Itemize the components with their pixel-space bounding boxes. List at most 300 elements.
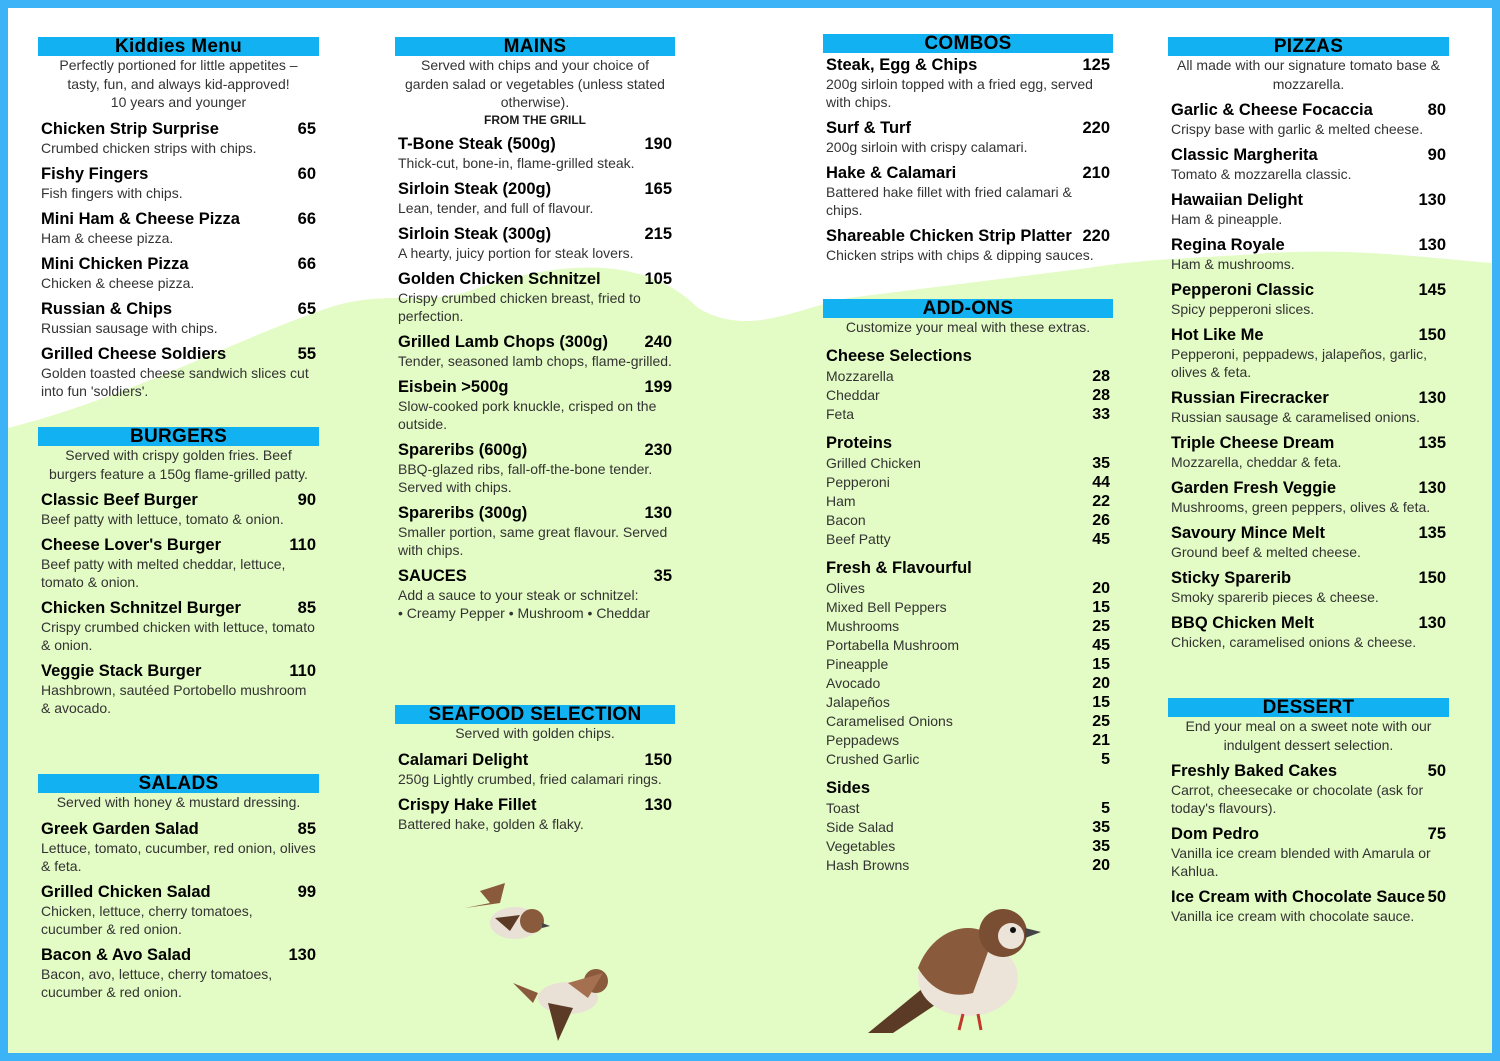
item-description: Lettuce, tomato, cucumber, red onion, olives & feta. — [41, 839, 316, 874]
item-description: Bacon, avo, lettuce, cherry tomatoes, cucumber & red onion. — [41, 965, 273, 1000]
addon-price: 35 — [1092, 837, 1110, 855]
menu-item-row — [398, 224, 672, 244]
addon-price: 28 — [1092, 386, 1110, 404]
menu-item-row — [398, 332, 672, 352]
item-description: Chicken, caramelised onions & cheese. — [1171, 634, 1417, 650]
item-name: Shareable Chicken Strip Platter — [826, 227, 1072, 245]
addon-name: Mozzarella — [826, 367, 894, 384]
menu-item-row — [826, 55, 1110, 75]
item-price: 130 — [1418, 389, 1446, 407]
item-description: Ham & cheese pizza. — [41, 229, 174, 246]
item-name: Dom Pedro — [1171, 825, 1260, 843]
item-price: 135 — [1418, 524, 1446, 542]
item-price: 130 — [288, 945, 316, 964]
item-price: 110 — [289, 662, 316, 680]
menu-item — [38, 490, 319, 528]
addon-name: Beef Patty — [826, 530, 891, 547]
addon-name: Pepperoni — [826, 473, 890, 490]
item-name: Russian & Chips — [41, 299, 173, 318]
item-price: 55 — [297, 344, 316, 363]
menu-item — [38, 535, 319, 591]
menu-item-row — [398, 795, 672, 815]
addon-name: Cheddar — [826, 386, 880, 403]
item-description: Beef patty with melted cheddar, lettuce, tomato & onion. — [41, 556, 286, 590]
addon-group-title: Proteins — [826, 433, 893, 452]
addon-item — [823, 454, 1113, 473]
item-price: 65 — [297, 299, 316, 318]
pizzas-section — [1168, 37, 1449, 651]
item-price: 50 — [1427, 888, 1446, 906]
item-name: T-Bone Steak (500g) — [398, 134, 556, 153]
item-description: Thick-cut, bone-in, flame-grilled steak. — [398, 154, 635, 171]
menu-item — [38, 209, 319, 247]
item-description: BBQ-glazed ribs, fall-off-the-bone tender. Served with chips. — [398, 460, 653, 495]
section-intro: Served with chips and your choice of garden salad or vegetables (unless stated otherwise). — [405, 57, 665, 110]
menu-item-row — [398, 134, 672, 154]
addon-item — [823, 837, 1113, 856]
section-intro: All made with our signature tomato base & mozzarella. — [1176, 57, 1441, 92]
item-description: Ham & mushrooms. — [1171, 256, 1295, 272]
item-name: Golden Chicken Schnitzel — [398, 269, 601, 288]
menu-item-row — [826, 163, 1110, 183]
addon-name: Vegetables — [826, 837, 896, 854]
item-description: Mozzarella, cheddar & feta. — [1171, 454, 1342, 470]
addon-group-title: Cheese Selections — [826, 346, 972, 365]
section-intro: Perfectly portioned for little appetites – tasty, fun, and always kid-approved! 10 years and younger — [59, 57, 298, 110]
menu-item-row — [1171, 280, 1446, 300]
addon-item — [823, 750, 1113, 769]
addon-price: 20 — [1092, 579, 1110, 597]
addon-price: 15 — [1092, 655, 1110, 673]
addon-name: Toast — [826, 799, 860, 816]
item-description: Crispy crumbed chicken breast, fried to perfection. — [398, 289, 641, 324]
menu-item-row — [1171, 478, 1446, 498]
menu-item — [38, 819, 319, 875]
item-price: 220 — [1082, 119, 1110, 137]
menu-item — [823, 55, 1113, 111]
menu-item — [1168, 325, 1449, 381]
menu-item — [395, 134, 675, 172]
addon-price: 20 — [1092, 674, 1110, 692]
item-name: Garlic & Cheese Focaccia — [1171, 101, 1373, 119]
item-description: Russian sausage & caramelised onions. — [1171, 409, 1421, 425]
menu-item-row — [826, 226, 1110, 246]
addon-name: Crushed Garlic — [826, 750, 920, 767]
menu-item — [823, 118, 1113, 156]
addon-price: 15 — [1092, 598, 1110, 616]
addon-price: 44 — [1092, 473, 1110, 491]
menu-item — [395, 332, 675, 370]
item-description: Ham & pineapple. — [1171, 211, 1283, 227]
menu-item — [1168, 280, 1449, 318]
menu-item — [38, 882, 319, 938]
item-name: Hawaiian Delight — [1171, 191, 1304, 209]
item-price: 150 — [1418, 326, 1446, 344]
addon-group-title: Sides — [826, 778, 871, 797]
item-description: Ground beef & melted cheese. — [1171, 544, 1361, 560]
menu-item-row — [1171, 325, 1446, 345]
item-name: Mini Chicken Pizza — [41, 254, 189, 273]
menu-item-row — [398, 377, 672, 397]
menu-page — [8, 8, 1492, 1053]
item-name: BBQ Chicken Melt — [1171, 614, 1315, 632]
addon-name: Mushrooms — [826, 617, 900, 634]
menu-item-row — [1171, 190, 1446, 210]
item-name: Russian Firecracker — [1171, 389, 1329, 407]
menu-item — [1168, 613, 1449, 651]
salads-section — [38, 774, 319, 1001]
item-description: Carrot, cheesecake or chocolate (ask for today's flavours). — [1171, 782, 1424, 816]
item-description: Russian sausage with chips. — [41, 319, 218, 336]
item-description: Smoky sparerib pieces & cheese. — [1171, 589, 1379, 605]
item-name: Sticky Sparerib — [1171, 569, 1292, 587]
section-header: ADD-ONS — [823, 299, 1113, 318]
item-price: 65 — [297, 119, 316, 138]
item-name: Ice Cream with Chocolate Sauce — [1171, 888, 1426, 906]
menu-item-row — [398, 269, 672, 289]
menu-item — [395, 566, 675, 622]
section-header: SALADS — [38, 774, 319, 793]
item-price: 150 — [1418, 569, 1446, 587]
addon-name: Peppadews — [826, 731, 900, 748]
menu-item-row — [41, 119, 316, 139]
addon-name: Avocado — [826, 674, 881, 691]
item-price: 145 — [1418, 281, 1446, 299]
burgers-section — [38, 427, 319, 717]
menu-item — [1168, 824, 1449, 880]
menu-item-row — [41, 535, 316, 555]
item-name: Regina Royale — [1171, 236, 1285, 254]
item-description: Beef patty with lettuce, tomato & onion. — [41, 511, 284, 527]
item-name: Triple Cheese Dream — [1171, 434, 1335, 452]
item-description: 200g sirloin topped with a fried egg, served with chips. — [826, 76, 1093, 110]
item-price: 60 — [297, 164, 316, 183]
addon-item — [823, 617, 1113, 636]
menu-item-row — [1171, 145, 1446, 165]
item-description: Add a sauce to your steak or schnitzel: • Creamy Pepper • Mushroom • Cheddar — [398, 586, 651, 621]
section-header: Kiddies Menu — [38, 37, 319, 56]
addon-price: 45 — [1092, 636, 1110, 654]
addon-price: 35 — [1092, 454, 1110, 472]
item-price: 90 — [1427, 146, 1446, 164]
item-price: 110 — [289, 536, 316, 554]
item-price: 220 — [1082, 227, 1110, 245]
addon-item — [823, 818, 1113, 837]
addon-item — [823, 405, 1113, 424]
menu-item-row — [1171, 100, 1446, 120]
addon-price: 33 — [1092, 405, 1110, 423]
item-description: Mushrooms, green peppers, olives & feta. — [1171, 499, 1431, 515]
menu-item-row — [398, 503, 672, 523]
menu-item-row — [398, 566, 672, 586]
menu-item — [38, 119, 319, 157]
item-description: Chicken & cheese pizza. — [41, 274, 195, 291]
menu-item-row — [41, 882, 316, 902]
item-name: Grilled Cheese Soldiers — [41, 344, 227, 363]
menu-item-row — [398, 440, 672, 460]
addon-name: Mixed Bell Peppers — [826, 598, 947, 615]
menu-item-row — [1171, 523, 1446, 543]
item-name: Pepperoni Classic — [1171, 281, 1315, 299]
addon-name: Grilled Chicken — [826, 454, 921, 471]
item-name: Mini Ham & Cheese Pizza — [41, 209, 240, 228]
section-header: MAINS — [395, 37, 675, 56]
menu-item-row — [826, 118, 1110, 138]
menu-item — [1168, 568, 1449, 606]
item-price: 130 — [644, 795, 672, 814]
addon-name: Ham — [826, 492, 856, 509]
item-price: 199 — [644, 377, 672, 396]
dessert-section — [1168, 698, 1449, 925]
item-name: Fishy Fingers — [41, 164, 149, 183]
section-header: COMBOS — [823, 34, 1113, 53]
mains-section — [395, 37, 675, 622]
addon-item — [823, 712, 1113, 731]
addon-price: 28 — [1092, 367, 1110, 385]
item-description: Tomato & mozzarella classic. — [1171, 166, 1352, 182]
item-description: Vanilla ice cream blended with Amarula or Kahlua. — [1171, 845, 1431, 879]
item-price: 230 — [644, 440, 672, 459]
sparrow-bird-icon — [460, 873, 550, 953]
item-price: 35 — [653, 566, 672, 585]
item-price: 99 — [297, 882, 316, 901]
item-name: Grilled Chicken Salad — [41, 882, 211, 901]
addon-item — [823, 367, 1113, 386]
menu-item-row — [398, 179, 672, 199]
item-name: Grilled Lamb Chops (300g) — [398, 332, 608, 351]
sparrow-bird-icon — [508, 953, 618, 1043]
section-intro: Served with golden chips. — [455, 725, 615, 741]
menu-item-row — [41, 819, 316, 839]
menu-item-row — [1171, 388, 1446, 408]
addon-price: 22 — [1092, 492, 1110, 510]
menu-item — [1168, 523, 1449, 561]
addon-item — [823, 856, 1113, 875]
addon-price: 5 — [1101, 799, 1110, 817]
item-price: 75 — [1427, 825, 1446, 843]
item-name: Garden Fresh Veggie — [1171, 479, 1337, 497]
item-price: 190 — [644, 134, 672, 153]
section-intro: Served with crispy golden fries. Beef burgers feature a 150g flame-grilled patty. — [49, 447, 308, 482]
menu-item-row — [41, 209, 316, 229]
item-price: 130 — [1418, 236, 1446, 254]
item-name: Spareribs (300g) — [398, 503, 528, 522]
item-description: Slow-cooked pork knuckle, crisped on the outside. — [398, 397, 657, 432]
menu-item — [1168, 145, 1449, 183]
item-price: 85 — [297, 819, 316, 838]
item-description: Chicken strips with chips & dipping sauces. — [826, 247, 1094, 263]
kiddies-menu-section — [38, 37, 319, 400]
addon-group-title: Fresh & Flavourful — [826, 558, 972, 577]
menu-item — [1168, 190, 1449, 228]
addons-section — [823, 299, 1113, 875]
item-name: Hake & Calamari — [826, 164, 957, 182]
item-description: Vanilla ice cream with chocolate sauce. — [1171, 908, 1415, 924]
item-price: 85 — [297, 599, 316, 617]
menu-item — [38, 945, 319, 1001]
sparrow-bird-icon — [863, 898, 1043, 1038]
menu-item-row — [41, 344, 316, 364]
addon-name: Bacon — [826, 511, 866, 528]
item-name: Surf & Turf — [826, 119, 911, 137]
menu-item — [38, 164, 319, 202]
addon-name: Pineapple — [826, 655, 889, 672]
item-name: Greek Garden Salad — [41, 819, 199, 838]
item-name: Cheese Lover's Burger — [41, 536, 221, 554]
addon-name: Jalapeños — [826, 693, 890, 710]
item-name: Sirloin Steak (200g) — [398, 179, 552, 198]
item-description: Crumbed chicken strips with chips. — [41, 139, 257, 156]
item-price: 150 — [644, 750, 672, 769]
menu-item-row — [1171, 887, 1446, 907]
item-name: SAUCES — [398, 566, 467, 585]
item-name: Crispy Hake Fillet — [398, 795, 537, 814]
item-name: Savoury Mince Melt — [1171, 524, 1326, 542]
item-price: 105 — [644, 269, 672, 288]
item-description: A hearty, juicy portion for steak lovers. — [398, 244, 634, 261]
menu-item-row — [1171, 824, 1446, 844]
menu-item — [1168, 388, 1449, 426]
menu-item — [395, 795, 675, 833]
item-description: Spicy pepperoni slices. — [1171, 301, 1315, 317]
addon-price: 15 — [1092, 693, 1110, 711]
menu-item — [395, 503, 675, 559]
item-description: Tender, seasoned lamb chops, flame-grilled. — [398, 352, 672, 369]
addon-item — [823, 731, 1113, 750]
item-description: Fish fingers with chips. — [41, 184, 183, 201]
menu-item-row — [41, 490, 316, 510]
section-header: DESSERT — [1168, 698, 1449, 717]
item-name: Classic Beef Burger — [41, 491, 198, 509]
item-price: 80 — [1427, 101, 1446, 119]
addon-item — [823, 655, 1113, 674]
item-description: Golden toasted cheese sandwich slices cut into fun 'soldiers'. — [41, 364, 309, 399]
addon-price: 26 — [1092, 511, 1110, 529]
item-price: 90 — [297, 491, 316, 509]
item-name: Veggie Stack Burger — [41, 662, 202, 680]
addon-name: Hash Browns — [826, 856, 910, 873]
menu-item — [38, 661, 319, 717]
section-header: SEAFOOD SELECTION — [395, 705, 675, 724]
menu-item-row — [41, 254, 316, 274]
section-subheading: FROM THE GRILL — [484, 112, 586, 127]
section-intro: Customize your meal with these extras. — [845, 319, 1091, 335]
addon-item — [823, 511, 1113, 530]
item-description: Hashbrown, sautéed Portobello mushroom & avocado. — [41, 682, 307, 716]
item-description: Battered hake fillet with fried calamari & chips. — [826, 184, 1072, 218]
addon-item — [823, 674, 1113, 693]
item-name: Chicken Strip Surprise — [41, 119, 219, 138]
addon-price: 25 — [1092, 712, 1110, 730]
menu-item-row — [41, 598, 316, 618]
menu-item-row — [41, 661, 316, 681]
item-price: 130 — [1418, 191, 1446, 209]
menu-item — [1168, 478, 1449, 516]
addon-name: Feta — [826, 405, 855, 422]
menu-item — [395, 440, 675, 496]
menu-item — [395, 179, 675, 217]
menu-item — [1168, 761, 1449, 817]
menu-item — [38, 254, 319, 292]
item-description: Crispy base with garlic & melted cheese. — [1171, 121, 1424, 137]
menu-item — [823, 163, 1113, 219]
menu-item — [1168, 887, 1449, 925]
section-intro: End your meal on a sweet note with our indulgent dessert selection. — [1185, 718, 1432, 753]
addon-price: 35 — [1092, 818, 1110, 836]
item-description: Smaller portion, same great flavour. Served with chips. — [398, 523, 668, 558]
item-price: 130 — [1418, 479, 1446, 497]
addon-item — [823, 636, 1113, 655]
item-description: 250g Lightly crumbed, fried calamari rings. — [398, 770, 662, 787]
combos-section — [823, 34, 1113, 264]
item-price: 50 — [1427, 762, 1446, 780]
menu-item-row — [398, 750, 672, 770]
addon-price: 45 — [1092, 530, 1110, 548]
menu-item — [395, 269, 675, 325]
menu-item — [395, 377, 675, 433]
menu-item-row — [41, 164, 316, 184]
item-price: 125 — [1082, 56, 1110, 74]
item-name: Eisbein >500g — [398, 377, 509, 396]
item-name: Steak, Egg & Chips — [826, 56, 978, 74]
item-description: 200g sirloin with crispy calamari. — [826, 139, 1028, 155]
item-description: Pepperoni, peppadews, jalapeños, garlic, olives & feta. — [1171, 346, 1428, 380]
item-name: Classic Margherita — [1171, 146, 1318, 164]
item-price: 210 — [1082, 164, 1110, 182]
addon-name: Olives — [826, 579, 865, 596]
addon-item — [823, 530, 1113, 549]
addon-price: 20 — [1092, 856, 1110, 874]
item-name: Calamari Delight — [398, 750, 529, 769]
addon-item — [823, 386, 1113, 405]
addon-item — [823, 492, 1113, 511]
item-description: Lean, tender, and full of flavour. — [398, 199, 594, 216]
item-price: 130 — [644, 503, 672, 522]
item-price: 130 — [1418, 614, 1446, 632]
item-price: 215 — [644, 224, 672, 243]
addon-item — [823, 579, 1113, 598]
addon-name: Side Salad — [826, 818, 894, 835]
menu-item — [395, 224, 675, 262]
menu-item — [38, 598, 319, 654]
item-price: 135 — [1418, 434, 1446, 452]
menu-item — [38, 299, 319, 337]
item-price: 165 — [644, 179, 672, 198]
menu-item-row — [1171, 568, 1446, 588]
item-price: 66 — [297, 209, 316, 228]
item-name: Freshly Baked Cakes — [1171, 762, 1338, 780]
item-description: Battered hake, golden & flaky. — [398, 815, 584, 832]
addon-name: Portabella Mushroom — [826, 636, 960, 653]
addon-price: 5 — [1101, 750, 1110, 768]
item-price: 240 — [644, 332, 672, 351]
menu-item — [1168, 235, 1449, 273]
menu-item — [1168, 100, 1449, 138]
menu-item-row — [1171, 235, 1446, 255]
addon-item — [823, 693, 1113, 712]
seafood-section — [395, 705, 675, 833]
menu-item-row — [41, 299, 316, 319]
menu-item-row — [1171, 433, 1446, 453]
menu-item-row — [1171, 761, 1446, 781]
addon-price: 25 — [1092, 617, 1110, 635]
addon-price: 21 — [1092, 731, 1110, 749]
section-header: BURGERS — [38, 427, 319, 446]
item-description: Crispy crumbed chicken with lettuce, tomato & onion. — [41, 619, 315, 653]
item-description: Chicken, lettuce, cherry tomatoes, cucumber & red onion. — [41, 902, 253, 937]
menu-item — [823, 226, 1113, 264]
addon-name: Caramelised Onions — [826, 712, 953, 729]
